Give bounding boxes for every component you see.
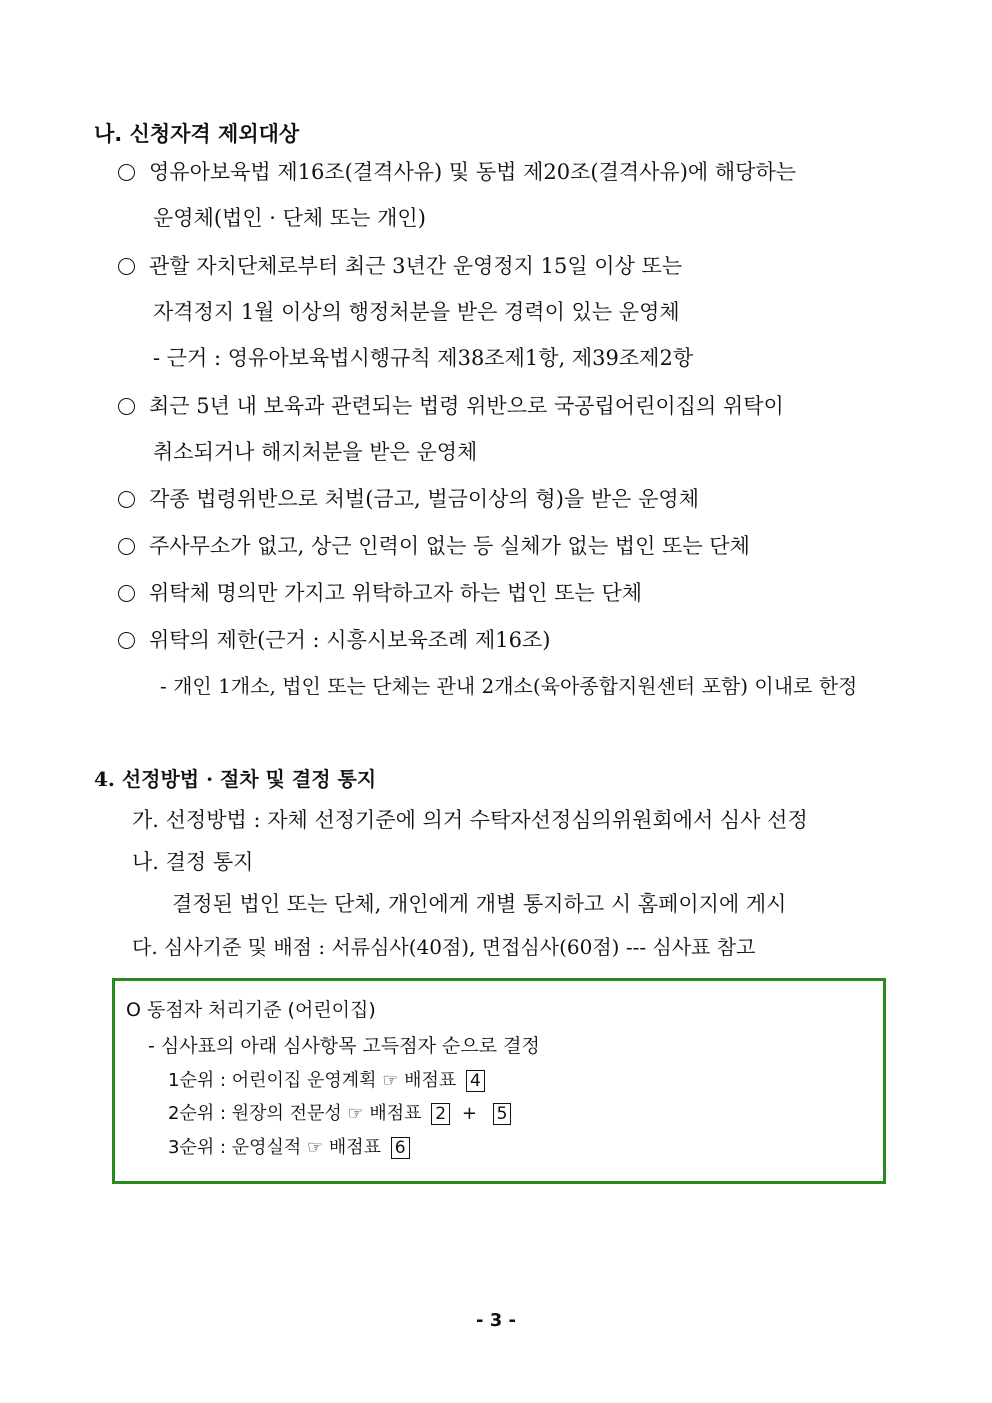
subsection-na: 나. 결정 통지 (132, 850, 254, 874)
tiebreak-subtitle: - 심사표의 아래 심사항목 고득점자 순으로 결정 (148, 1035, 540, 1057)
tiebreak-rank-1: 1순위 : 어린이집 운영계획 ☞ 배점표 4 (168, 1068, 485, 1094)
page-number: - 3 - (476, 1310, 516, 1331)
circle-bullet-icon (118, 258, 135, 275)
subsection-ga: 가. 선정방법 : 자체 선정기준에 의거 수탁자선정심의위원회에서 심사 선정 (132, 808, 808, 832)
list-item-note: - 근거 : 영유아보육법시행규칙 제38조제1항, 제39조제2항 (153, 346, 694, 370)
circle-bullet-icon (118, 538, 135, 555)
subsection-da: 다. 심사기준 및 배점 : 서류심사(40점), 면접심사(60점) --- 심사표 참고 (132, 935, 756, 959)
list-item: 주사무소가 없고, 상근 인력이 없는 등 실체가 없는 법인 또는 단체 (118, 532, 750, 560)
list-item-continuation: 취소되거나 해지처분을 받은 운영체 (153, 440, 478, 464)
ref-box: 2 (431, 1103, 450, 1125)
circle-bullet-icon (118, 632, 135, 649)
list-item: 위탁체 명의만 가지고 위탁하고자 하는 법인 또는 단체 (118, 579, 642, 607)
list-item: 관할 자치단체로부터 최근 3년간 운영정지 15일 이상 또는 (118, 252, 682, 280)
section-heading: 4. 선정방법 · 절차 및 결정 통지 (94, 767, 377, 791)
subsection-na-body: 결정된 법인 또는 단체, 개인에게 개별 통지하고 시 홈페이지에 게시 (172, 892, 787, 916)
circle-bullet-icon (118, 491, 135, 508)
ref-box: 6 (391, 1137, 410, 1159)
circle-bullet-icon (118, 585, 135, 602)
ref-box: 5 (493, 1103, 512, 1125)
list-item-continuation: 운영체(법인 · 단체 또는 개인) (153, 206, 426, 230)
list-item: 위탁의 제한(근거 : 시흥시보육조례 제16조) (118, 626, 550, 654)
section-heading: 나. 신청자격 제외대상 (94, 122, 300, 146)
list-item-continuation: 자격정지 1월 이상의 행정처분을 받은 경력이 있는 운영체 (153, 300, 680, 324)
list-item: 영유아보육법 제16조(결격사유) 및 동법 제20조(결격사유)에 해당하는 (118, 158, 796, 186)
circle-bullet-icon (118, 164, 135, 181)
tiebreak-rank-3: 3순위 : 운영실적 ☞ 배점표 6 (168, 1135, 410, 1161)
plus-sign: + (461, 1103, 477, 1124)
list-item: 각종 법령위반으로 처벌(금고, 벌금이상의 형)을 받은 운영체 (118, 485, 699, 513)
tiebreak-title: O 동점자 처리기준 (어린이집) (126, 999, 376, 1021)
circle-bullet-icon (118, 398, 135, 415)
list-item: 최근 5년 내 보육과 관련되는 법령 위반으로 국공립어린이집의 위탁이 (118, 392, 784, 420)
tiebreak-rank-2: 2순위 : 원장의 전문성 ☞ 배점표 2 + 5 (168, 1101, 511, 1127)
list-item-note: - 개인 1개소, 법인 또는 단체는 관내 2개소(육아종합지원센터 포함) 이내로 한정 (160, 674, 858, 698)
ref-box: 4 (466, 1070, 485, 1092)
